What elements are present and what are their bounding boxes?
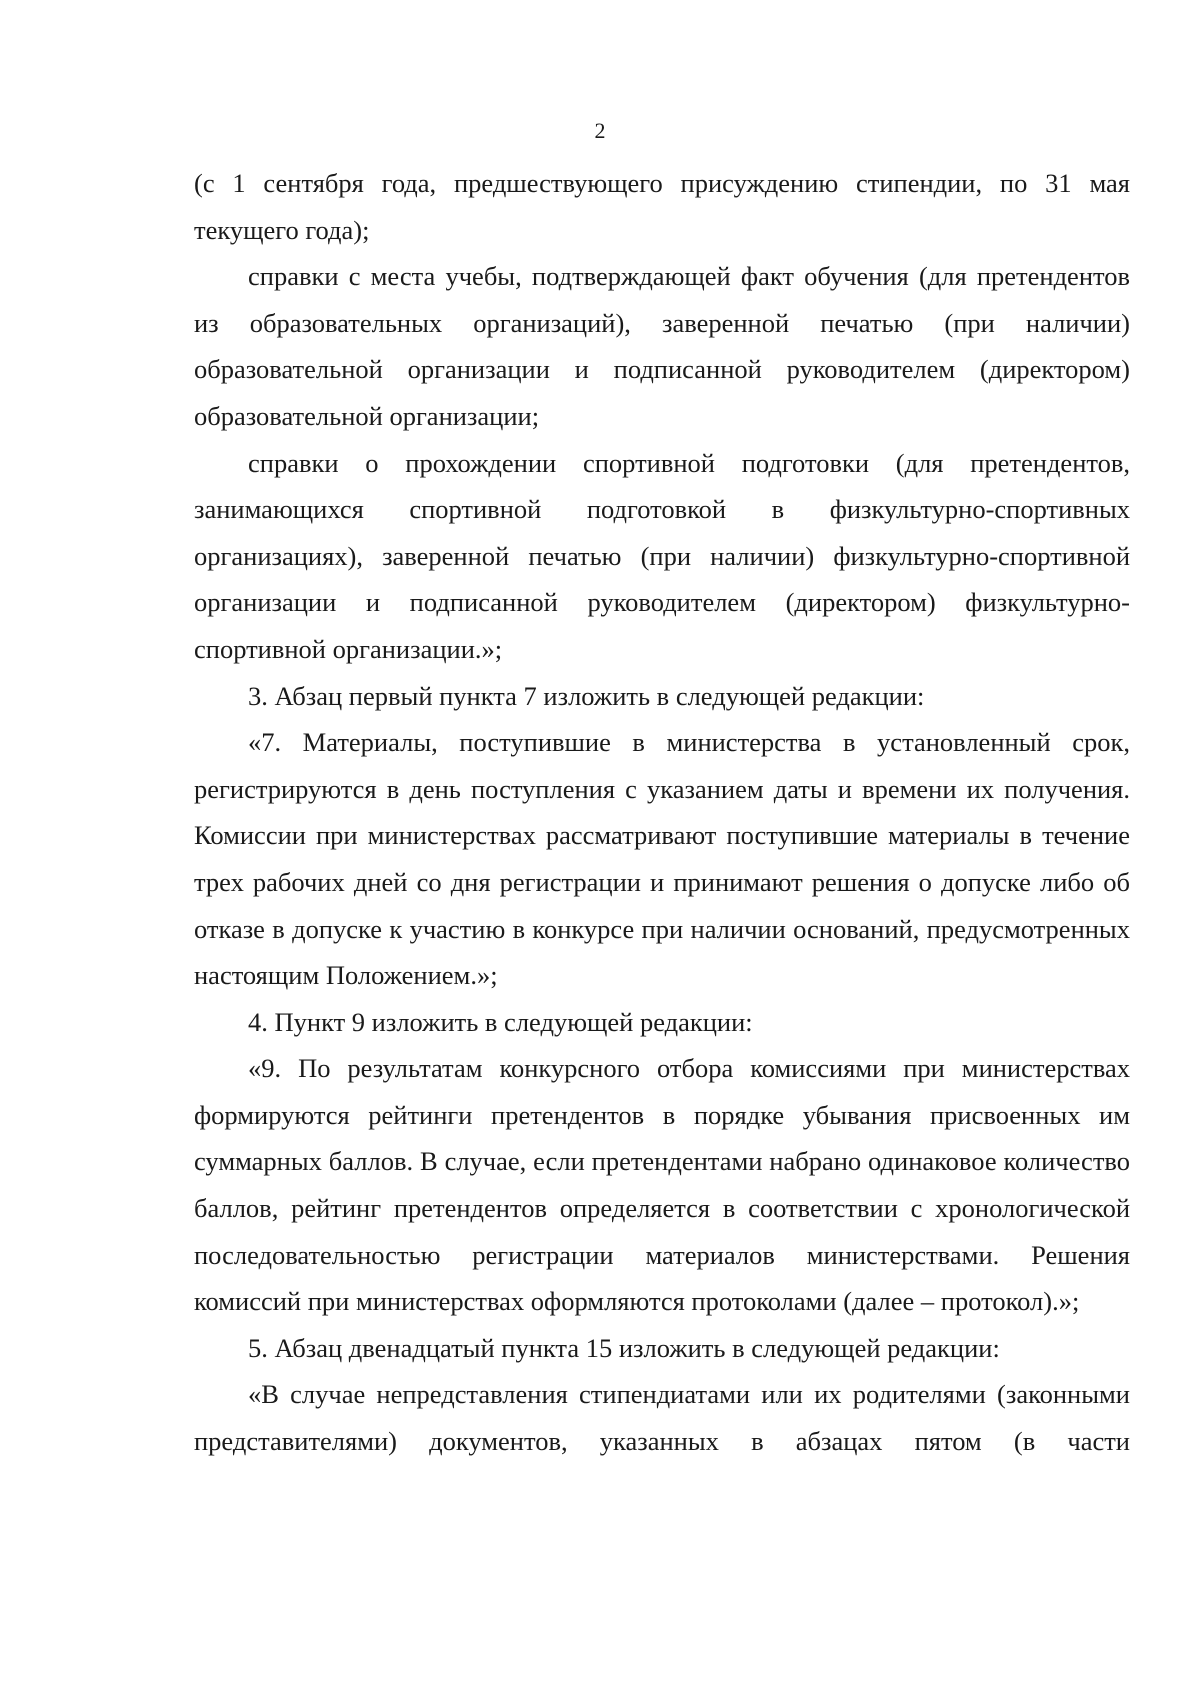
- paragraph-amendment-4: 4. Пункт 9 изложить в следующей редакции:: [248, 1006, 753, 1037]
- paragraph-item-15: «В случае непредставления стипендиатами или их родителями (законными представителями) документов, указанных в абзацах пятом (в части: [194, 1379, 1130, 1457]
- document-body: [194, 160, 1130, 1465]
- paragraph-item-7: «7. Материалы, поступившие в министерства в установленный срок, регистрируются в день поступления с указанием даты и времени их получения. Комиссии при министерствах рассматривают поступившие материалы в течение трех рабочих дней со дня регистрации и принимают решения о допуске либо об отказе в допуске к участию в конкурсе при наличии оснований, предусмотренных настоящим Положением.»;: [194, 727, 1130, 991]
- page-number: 2: [594, 118, 606, 143]
- paragraph-continuation: (с 1 сентября года, предшествующего присуждению стипендии, по 31 мая текущего года);: [194, 168, 1130, 245]
- paragraph-study-certificate: справки с места учебы, подтверждающей факт обучения (для претендентов из образовательных организаций), заверенной печатью (при наличии) образовательной организации и подписанной руководителем (директором) образовательной организации;: [194, 261, 1130, 431]
- paragraph-item-9: «9. По результатам конкурсного отбора комиссиями при министерствах формируются рейтинги претендентов в порядке убывания присвоенных им суммарных баллов. В случае, если претендентами набрано одинаковое количество баллов, рейтинг претендентов определяется в соответствии с хронологической последовательностью регистрации материалов министерствами. Решения комиссий при министерствах оформляются протоколами (далее – протокол).»;: [194, 1053, 1130, 1317]
- paragraph-amendment-5: 5. Абзац двенадцатый пункта 15 изложить в следующей редакции:: [248, 1332, 1000, 1363]
- paragraph-sport-certificate: справки о прохождении спортивной подготовки (для претендентов, занимающихся спортивной подготовкой в физкультурно-спортивных организациях), заверенной печатью (при наличии) физкультурно-спортивной организации и подписанной руководителем (директором) физкультурно-спортивной организации.»;: [194, 447, 1130, 664]
- paragraph-amendment-3: 3. Абзац первый пункта 7 изложить в следующей редакции:: [248, 680, 925, 711]
